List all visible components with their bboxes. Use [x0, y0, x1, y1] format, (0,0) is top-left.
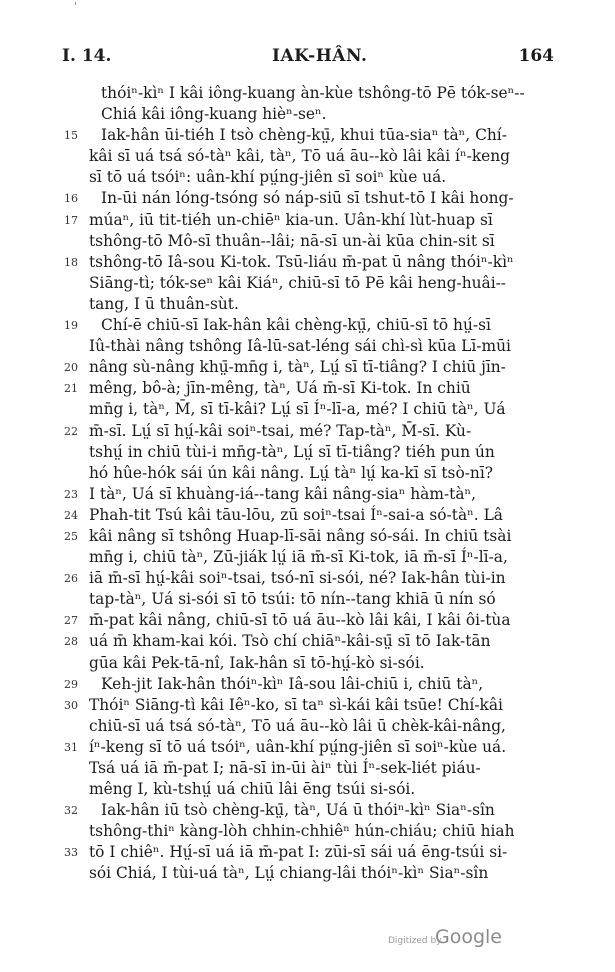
line-text: chiū-sī uá tsá só-tàⁿ, Tō uá āu--kò lâi ū chèk-kâi-nâng,: [89, 716, 506, 735]
line-text: hó hûe-hók sái ún kâi nâng. Lṳ́ tàⁿ lṳ́ ka-kī sī tsò-nī?: [89, 463, 494, 482]
text-line: [0, 188, 615, 209]
text-line: [0, 737, 615, 758]
line-text: tō I chiêⁿ. Hṳ́-sī uá iā m̄-pat I: zūi-sī sái uá ēng-tsúi si-: [89, 843, 508, 862]
verse-number: 21: [64, 382, 78, 396]
line-text: m̄-pat kâi nâng, chiū-sī tō uá āu--kò lâi kâi, I kâi ôi-tùa: [89, 611, 511, 630]
text-line: [0, 589, 615, 610]
text-line: [0, 104, 615, 125]
verse-number: 23: [64, 487, 78, 501]
line-text: sī tō uá tsóiⁿ: uân-khí pṳ́ng-jiên sī soiⁿ kùe uá.: [89, 168, 447, 187]
verse-number: 17: [64, 213, 78, 227]
line-text: kâi sī uá tsá só-tàⁿ kâi, tàⁿ, Tō uá āu--kò lâi kâi íⁿ-keng: [89, 147, 511, 166]
line-text: tshông-tō Mô-sī thuân--lâi; nā-sī un-ài kūa chin-sit sī: [89, 231, 495, 250]
line-text: Thóiⁿ Siāng-tì kâi Iêⁿ-ko, sī taⁿ sì-kái kâi tsūe! Chí-kâi: [89, 695, 503, 714]
line-text: gūa kâi Pek-tā-nî, Iak-hân sī tō-hṳ́-kò si-sói.: [89, 653, 425, 672]
line-text: I tàⁿ, Uá sī khuàng-iá--tang kâi nâng-siaⁿ hàm-tàⁿ,: [89, 484, 477, 503]
text-line: [0, 442, 615, 463]
text-line: [0, 863, 615, 884]
line-text: múaⁿ, iū tit-tiéh un-chiēⁿ kia-un. Uân-khí lùt-huap sī: [89, 210, 493, 229]
text-line: [0, 315, 615, 336]
verse-number: 15: [64, 129, 78, 143]
line-text: sói Chiá, I tùi-uá tàⁿ, Lṳ́ chiang-lâi thóiⁿ-kìⁿ Siaⁿ-sîn: [89, 864, 489, 883]
line-text: m̄-sī. Lṳ́ sī hṳ́-kâi soiⁿ-tsai, mé? Tap-tàⁿ, M̄-sī. Kù-: [89, 421, 472, 440]
verse-number: 18: [64, 255, 78, 269]
line-text: mn̄g i, chiū tàⁿ, Zū-jiák lṳ́ iā m̄-sī Ki-tok, iā m̄-sī Íⁿ-lī-a,: [89, 548, 508, 567]
text-line: [0, 399, 615, 420]
line-text: Tsá uá iā m̄-pat I; nā-sī in-ūi àiⁿ tùi Íⁿ-sek-liét piáu-: [89, 759, 481, 777]
digitization-watermark: [388, 926, 558, 952]
line-text: Chí-ē chiū-sī Iak-hân kâi chèng-kṳ̄, chiū-sī tō hṳ́-sī: [101, 316, 491, 335]
text-line: [0, 231, 615, 252]
text-line: [0, 695, 615, 716]
text-line: [0, 779, 615, 800]
text-line: [0, 526, 615, 547]
verse-number: 25: [64, 529, 78, 543]
line-text: Phah-tit Tsú kâi tāu-lōu, zū soiⁿ-tsai Íⁿ-sai-a só-tàⁿ. Lâ: [89, 505, 503, 524]
text-line: [0, 125, 615, 146]
text-line: [0, 252, 615, 273]
margin-mark: ': [74, 0, 78, 13]
line-text: tshông-tō Iâ-sou Ki-tok. Tsū-liáu m̄-pat ū nâng thóiⁿ-kìⁿ: [89, 252, 514, 271]
line-text: kâi nâng sī tshông Huap-lī-sāi nâng só-sái. In chiū tsài: [89, 526, 512, 545]
line-text: mêng, bô-à; jīn-mêng, tàⁿ, Uá m̄-sī Ki-tok. In chiū: [89, 379, 471, 398]
text-line: [0, 610, 615, 631]
line-text: nâng sù-nâng khṳ̄-mn̄g i, tàⁿ, Lṳ́ sī tī-tiâng? I chiū jīn-: [89, 358, 506, 377]
text-line: [0, 800, 615, 821]
verse-number: 28: [64, 635, 78, 649]
verse-number: 19: [64, 319, 78, 333]
text-body: [0, 83, 615, 885]
running-header: [62, 46, 554, 70]
line-text: Iû-thài nâng tshông Iâ-lū-sat-léng sái chì-sì kūa Lī-mūi: [89, 337, 511, 356]
line-text: Keh-jit Iak-hân thóiⁿ-kìⁿ Iâ-sou lâi-chiū i, chiū tàⁿ,: [101, 674, 484, 693]
text-line: [0, 653, 615, 674]
book-title: IAK-HÂN.: [272, 46, 368, 66]
text-line: [0, 167, 615, 188]
verse-number: 31: [64, 740, 78, 754]
line-text: mn̄g i, tàⁿ, M̄, sī tī-kâi? Lṳ́ sī Íⁿ-lī-a, mé? I chiū tàⁿ, Uá: [89, 400, 506, 419]
line-text: Iak-hân iū tsò chèng-kṳ̄, tàⁿ, Uá ū thóiⁿ-kìⁿ Siaⁿ-sîn: [101, 801, 495, 820]
line-text: Siāng-tì; tók-seⁿ kâi Kiáⁿ, chiū-sī tō Pē kâi heng-huâi--: [89, 273, 507, 292]
text-line: [0, 484, 615, 505]
text-line: [0, 421, 615, 442]
google-logo: Google: [435, 926, 503, 948]
verse-number: 29: [64, 677, 78, 691]
chapter-verse-ref: I. 14.: [62, 46, 112, 66]
text-line: [0, 821, 615, 842]
line-text: Iak-hân ūi-tiéh I tsò chèng-kṳ̄, khui tūa-siaⁿ tàⁿ, Chí-: [101, 126, 507, 145]
line-text: íⁿ-keng sī tō uá tsóiⁿ, uân-khí pṳ́ng-jiên sī soiⁿ-kùe uá.: [89, 737, 507, 756]
verse-number: 22: [64, 424, 78, 438]
text-line: [0, 378, 615, 399]
verse-number: 26: [64, 572, 78, 586]
line-text: tshṳ́ in chiū tùi-i mn̄g-tàⁿ, Lṳ́ sī tī-tiâng? tiéh pun ún: [89, 442, 495, 461]
text-line: [0, 357, 615, 378]
line-text: mêng I, kù-tshṳ́ uá chiū lâi ēng tsúi si-sói.: [89, 780, 416, 799]
text-line: [0, 463, 615, 484]
line-text: tang, I ū thuân-sùt.: [89, 294, 239, 313]
text-line: [0, 716, 615, 737]
verse-number: 16: [64, 192, 78, 206]
text-line: [0, 631, 615, 652]
text-line: [0, 273, 615, 294]
line-text: uá m̄ kham-kai kói. Tsò chí chiāⁿ-kâi-sṳ̄ sī tō Iak-tān: [89, 632, 491, 651]
text-line: [0, 146, 615, 167]
verse-number: 24: [64, 508, 78, 522]
verse-number: 32: [64, 804, 78, 818]
text-line: [0, 568, 615, 589]
verse-number: 30: [64, 698, 78, 712]
text-line: [0, 336, 615, 357]
text-line: [0, 674, 615, 695]
line-text: tshông-thiⁿ kàng-lòh chhin-chhiêⁿ hún-chiáu; chiū hiah: [89, 822, 515, 841]
text-line: [0, 294, 615, 315]
page-number: 164: [518, 46, 554, 66]
digitized-by-label: Digitized by: [388, 936, 442, 946]
text-line: [0, 505, 615, 526]
text-line: [0, 210, 615, 231]
line-text: thóiⁿ-kìⁿ I kâi iông-kuang àn-kùe tshông-tō Pē tók-seⁿ--: [101, 84, 525, 102]
text-line: [0, 758, 615, 779]
line-text: Chiá kâi iông-kuang hièⁿ-seⁿ.: [101, 105, 327, 124]
verse-number: 27: [64, 614, 78, 628]
verse-number: 20: [64, 361, 78, 375]
text-line: [0, 547, 615, 568]
line-text: In-ūi nán lóng-tsóng só náp-siū sī tshut-tō I kâi hong-: [101, 189, 514, 208]
line-text: iā m̄-sī hṳ́-kâi soiⁿ-tsai, tsó-nī si-sói, né? Iak-hân tùi-in: [89, 569, 506, 588]
text-line: [0, 842, 615, 863]
verse-number: 33: [64, 846, 78, 860]
line-text: tap-tàⁿ, Uá si-sói sī tō tsúi: tō nín--tang khiā ū nín só: [89, 590, 496, 609]
text-line: [0, 83, 615, 104]
